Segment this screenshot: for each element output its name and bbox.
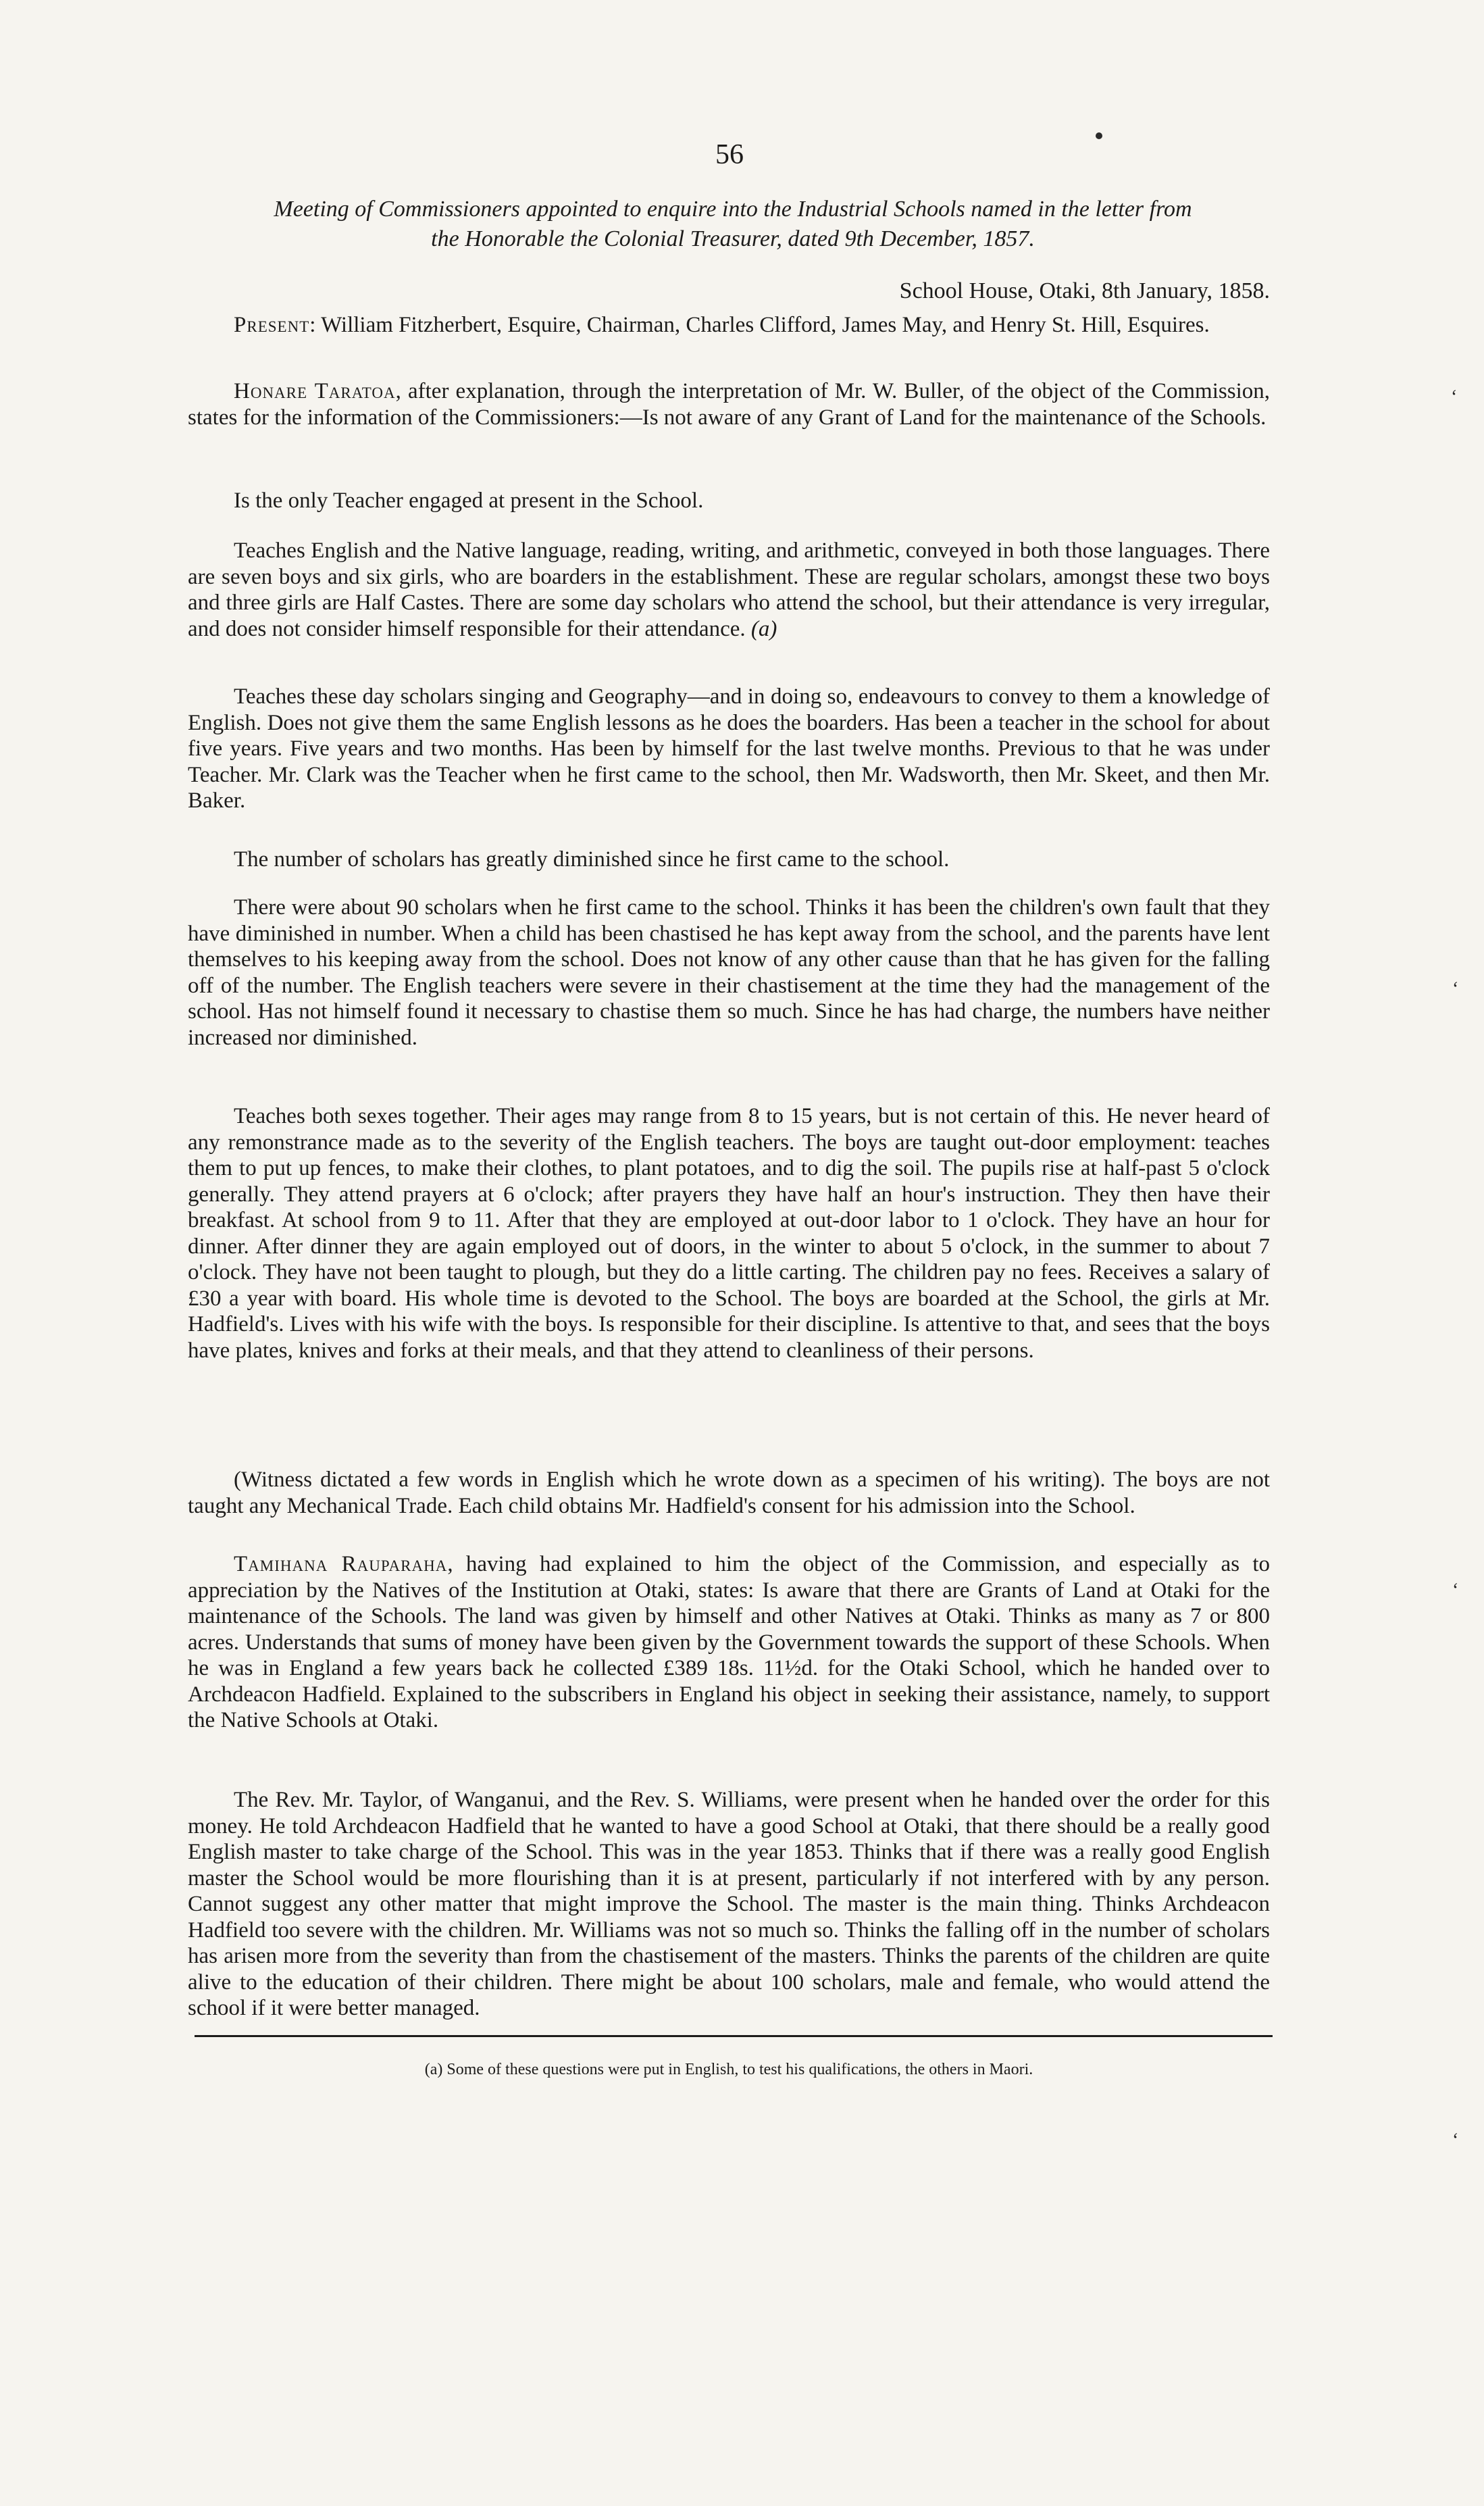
footnote-reference: (a): [750, 616, 777, 641]
margin-mark: ʻ: [1452, 2130, 1459, 2151]
present-paragraph: [188, 312, 1270, 339]
paragraph-both-sexes: Teaches both sexes together. Their ages may range from 8 to 15 years, but is not certain of this. He never heard of any remonstrance made as to the severity of the English teachers. The boys are taught out-door employment: teaches them to put up fences, to make their clothes, to plant potatoes, and to dig the soil. The pupils rise at half-past 5 o'clock generally. They attend prayers at 6 o'clock; after prayers they have half an hour's instruction. They then have their breakfast. At school from 9 to 11. After that they are employed at out-door labor to 1 o'clock. They have an hour for dinner. After dinner they are again employed out of doors, in the winter to about 5 o'clock, in the summer to about 7 o'clock. They have not been taught to plough, but they do a little carting. The children pay no fees. Receives a salary of £30 a year with board. His whole time is devoted to the School. The boys are boarded at the School, the girls at Mr. Hadfield's. Lives with his wife with the boys. Is responsible for their discipline. Is attentive to that, and sees that the boys have plates, knives and forks at their meals, and that they attend to cleanliness of their persons.: [188, 1104, 1270, 1363]
witness1-name: Honare Taratoa: [234, 379, 396, 403]
paragraph-witness-dictated: (Witness dictated a few words in English which he wrote down as a specimen of his writing). The boys are not taught any Mechanical Trade. Each child obtains Mr. Hadfield's consent for his admission into the School.: [188, 1468, 1270, 1518]
margin-mark: ʻ: [1451, 386, 1458, 407]
title-line-1: Meeting of Commissioners appointed to enquire into the Industrial Schools named in the letter from: [274, 197, 1192, 222]
present-text: : William Fitzherbert, Esquire, Chairman, Charles Clifford, James May, and Henry St. Hill, Esquires.: [309, 313, 1210, 337]
paragraph-rev-taylor: The Rev. Mr. Taylor, of Wanganui, and the Rev. S. Williams, were present when he handed over the order for this money. He told Archdeacon Hadfield that he wanted to have a good School at Otaki, that there should be a really good English master to take charge of the School. This was in the year 1853. Thinks that if there was a really good English master the School would be more flourishing than it is at present, particularly if not interfered with by any person. Cannot suggest any other matter that might improve the School. The master is the main thing. Thinks Archdeacon Hadfield too severe with the children. Mr. Williams was not so much so. Thinks the falling off in the number of scholars has arisen more from the severity than from the chastisement of the masters. Thinks the parents of the children are quite alive to the education of their children. There might be about 100 scholars, male and female, who would attend the school if it were better managed.: [188, 1788, 1270, 2020]
margin-mark: ʻ: [1452, 978, 1459, 999]
margin-mark: ʻ: [1452, 1580, 1459, 1601]
witness2-text: , having had explained to him the object of the Commission, and especially as to appreciation by the Natives of the Institution at Otaki, states: Is aware that there are Grants of Land at Otaki for the maintenance of the Schools. The land was given by himself and other Natives at Otaki. Thinks as many as 7 or 800 acres. Understands that sums of money have been given by the Government towards the support of these Schools. When he was in England a few years back he collected £389 18s. 11½d. for the Otaki School, which he handed over to Archdeacon Hadfield. Explained to the subscribers in England his object in seeking their assistance, namely, to support the Native Schools at Otaki.: [188, 1552, 1271, 1732]
page-number: 56: [715, 139, 744, 170]
paragraph-tamihana: [188, 1551, 1270, 1734]
title-line-2: the Honorable the Colonial Treasurer, dated 9th December, 1857.: [431, 226, 1035, 251]
footnote: (a) Some of these questions were put in English, to test his qualifications, the others in Maori.: [424, 2061, 1033, 2078]
meeting-title: [189, 195, 1277, 254]
ink-dot: [1096, 132, 1102, 139]
place-date: School House, Otaki, 8th January, 1858.: [899, 278, 1270, 303]
footnote-divider: [195, 2035, 1273, 2037]
teaches-text: Teaches English and the Native language, reading, writing, and arithmetic, conveyed in both those languages. There are seven boys and six girls, who are boarders in the establishment. These are regular scholars, amongst these two boys and three girls are Half Castes. There are some day scholars who attend the school, but their attendance is very irregular, and does not consider himself responsible for their attendance.: [188, 538, 1270, 641]
paragraph-ninety-scholars: There were about 90 scholars when he first came to the school. Thinks it has been the children's own fault that they have diminished in number. When a child has been chastised he has kept away from the school, and the parents have lent themselves to his keeping away from the school. Does not know of any other cause than that he has given for the falling off of the number. The English teachers were severe in their chastisement at the time they had the management of the school. Has not himself found it necessary to chastise them so much. Since he has had charge, the numbers have neither increased nor diminished.: [188, 895, 1270, 1050]
witness2-name: Tamihana Rauparaha: [234, 1552, 448, 1576]
paragraph-number-diminished: The number of scholars has greatly diminished since he first came to the school.: [234, 847, 950, 872]
present-label: Present: [234, 313, 310, 337]
paragraph-teaches: [188, 538, 1270, 642]
paragraph-only-teacher: Is the only Teacher engaged at present in the School.: [234, 488, 704, 513]
witness1-intro-text: , after explanation, through the interpretation of Mr. W. Buller, of the object of the Commission, states for the information of the Commissioners:—Is not aware of any Grant of Land for the maintenance of the Schools.: [188, 379, 1270, 430]
witness1-intro: [188, 378, 1270, 430]
paragraph-day-scholars: Teaches these day scholars singing and Geography—and in doing so, endeavours to convey to them a knowledge of English. Does not give them the same English lessons as he does the boarders. Has been a teacher in the school for about five years. Five years and two months. Has been by himself for the last twelve months. Previous to that he was under Teacher. Mr. Clark was the Teacher when he first came to the school, then Mr. Wadsworth, then Mr. Skeet, and then Mr. Baker.: [188, 684, 1270, 813]
